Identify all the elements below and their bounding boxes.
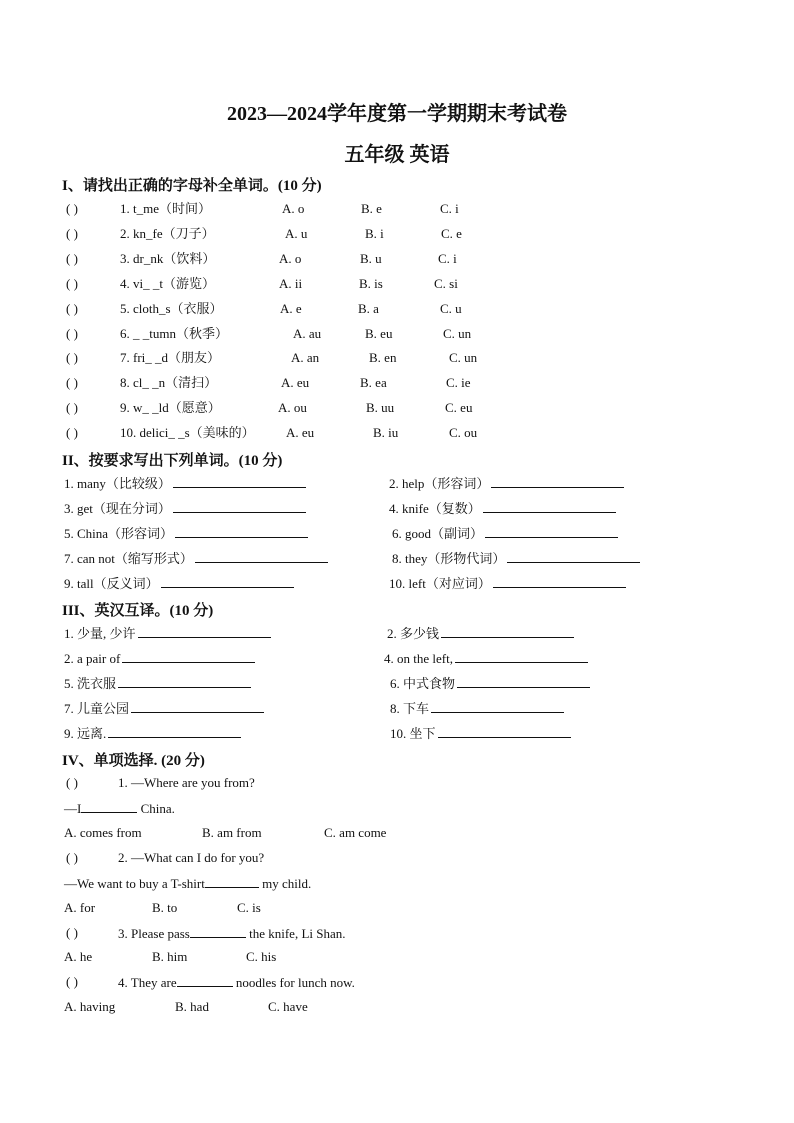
answer-blank[interactable] <box>491 475 624 488</box>
option-b: B. to <box>152 900 178 915</box>
right-item <box>392 525 618 542</box>
answer-blank[interactable] <box>507 550 640 563</box>
left-item <box>64 475 306 492</box>
answer-paren[interactable]: ( ) <box>66 400 78 415</box>
answer-paren[interactable]: ( ) <box>66 925 78 940</box>
right-item <box>390 725 571 742</box>
option-b: B. en <box>369 350 397 365</box>
option-b: B. e <box>361 201 382 216</box>
question-text: 4. vi_ _t（游览） <box>120 276 215 291</box>
answer-paren[interactable]: ( ) <box>66 276 78 291</box>
question-text: 3. Please pass the knife, Li Shan. <box>118 926 346 941</box>
left-item <box>64 650 255 667</box>
item-label: 8. they（形物代词） <box>392 551 506 566</box>
option-c: C. his <box>246 949 277 964</box>
option-c: C. un <box>449 350 478 365</box>
item-label: 10. 坐下 <box>390 726 436 741</box>
item-label: 6. 中式食物 <box>390 676 456 691</box>
option-a: A. o <box>279 251 302 266</box>
option-b: B. i <box>365 226 384 241</box>
option-a: A. e <box>280 301 302 316</box>
option-c: C. un <box>443 326 472 341</box>
answer-blank[interactable] <box>485 525 618 538</box>
answer-blank[interactable] <box>118 675 251 688</box>
answer-blank[interactable] <box>195 550 328 563</box>
blank-line[interactable] <box>190 925 246 938</box>
answer-blank[interactable] <box>455 650 588 663</box>
exam-subtitle: 五年级 英语 <box>344 144 450 166</box>
answer-paren[interactable]: ( ) <box>66 350 78 365</box>
answer-blank[interactable] <box>438 725 571 738</box>
option-b: B. iu <box>373 425 399 440</box>
item-label: 8. 下车 <box>390 701 430 716</box>
left-item <box>64 700 264 717</box>
option-c: C. am come <box>324 825 387 840</box>
section-3-heading: III、英汉互译。(10 分) <box>62 603 214 619</box>
answer-blank[interactable] <box>175 525 308 538</box>
left-item <box>64 525 308 542</box>
option-b: B. is <box>359 276 383 291</box>
item-label: 7. 儿童公园 <box>64 701 130 716</box>
item-label: 1. 少量, 少许 <box>64 626 136 641</box>
left-item <box>64 625 271 642</box>
item-label: 4. knife（复数） <box>389 501 481 516</box>
option-b: B. am from <box>202 825 262 840</box>
answer-paren[interactable]: ( ) <box>66 375 78 390</box>
answer-line: —We want to buy a T-shirt my child. <box>64 876 312 891</box>
answer-blank[interactable] <box>173 475 306 488</box>
option-b: B. u <box>360 251 382 266</box>
question-text: 1. —Where are you from? <box>118 775 255 790</box>
option-c: C. is <box>237 900 261 915</box>
left-item <box>64 575 294 592</box>
question-text: 5. cloth_s（衣服） <box>120 301 223 316</box>
answer-paren[interactable]: ( ) <box>66 201 78 216</box>
item-label: 1. many（比较级） <box>64 476 171 491</box>
answer-blank[interactable] <box>122 650 255 663</box>
option-b: B. ea <box>360 375 387 390</box>
option-c: C. ie <box>446 375 471 390</box>
item-label: 2. help（形容词） <box>389 476 490 491</box>
left-item <box>64 550 328 567</box>
question-text: 6. _ _tumn（秋季） <box>120 326 228 341</box>
answer-blank[interactable] <box>108 725 241 738</box>
option-c: C. eu <box>445 400 473 415</box>
right-item <box>390 675 590 692</box>
option-a: A. o <box>282 201 305 216</box>
left-item <box>64 725 241 742</box>
question-text: 3. dr_nk（饮料） <box>120 251 216 266</box>
question-text: 4. They are noodles for lunch now. <box>118 975 355 990</box>
option-a: A. he <box>64 949 93 964</box>
item-label: 5. China（形容词） <box>64 526 174 541</box>
answer-blank[interactable] <box>457 675 590 688</box>
option-a: A. for <box>64 900 96 915</box>
right-item <box>384 650 588 667</box>
answer-paren[interactable]: ( ) <box>66 301 78 316</box>
exam-title: 2023—2024学年度第一学期期末考试卷 <box>227 103 567 125</box>
answer-paren[interactable]: ( ) <box>66 326 78 341</box>
answer-paren[interactable]: ( ) <box>66 974 78 989</box>
answer-blank[interactable] <box>138 625 271 638</box>
answer-line: —I China. <box>64 801 175 816</box>
answer-blank[interactable] <box>483 500 616 513</box>
answer-blank[interactable] <box>441 625 574 638</box>
blank-line[interactable] <box>205 875 259 888</box>
blank-line[interactable] <box>81 800 137 813</box>
section-4-heading: IV、单项选择. (20 分) <box>62 753 205 769</box>
option-a: A. au <box>293 326 322 341</box>
option-a: A. comes from <box>64 825 142 840</box>
option-b: B. had <box>175 999 209 1014</box>
option-c: C. have <box>268 999 308 1014</box>
right-item <box>390 700 564 717</box>
option-a: A. ou <box>278 400 307 415</box>
option-a: A. u <box>285 226 308 241</box>
answer-paren[interactable]: ( ) <box>66 850 78 865</box>
answer-paren[interactable]: ( ) <box>66 425 78 440</box>
answer-paren[interactable]: ( ) <box>66 226 78 241</box>
question-text: 9. w_ _ld（愿意） <box>120 400 221 415</box>
blank-line[interactable] <box>177 974 233 987</box>
question-text: 10. delici_ _s（美味的） <box>120 425 255 440</box>
option-a: A. eu <box>286 425 315 440</box>
section-1-heading: I、请找出正确的字母补全单词。(10 分) <box>62 178 322 194</box>
right-item <box>389 575 626 592</box>
option-c: C. i <box>440 201 459 216</box>
question-text: 2. kn_fe（刀子） <box>120 226 215 241</box>
answer-blank[interactable] <box>493 575 626 588</box>
item-label: 5. 洗衣服 <box>64 676 117 691</box>
item-label: 10. left（对应词） <box>389 576 491 591</box>
option-a: A. ii <box>279 276 303 291</box>
answer-blank[interactable] <box>131 700 264 713</box>
right-item <box>389 500 616 517</box>
left-item <box>64 500 306 517</box>
option-c: C. i <box>438 251 457 266</box>
section-2-heading: II、按要求写出下列单词。(10 分) <box>62 453 283 469</box>
option-c: C. e <box>441 226 462 241</box>
right-item <box>392 550 640 567</box>
option-a: A. having <box>64 999 116 1014</box>
question-text: 8. cl_ _n（清扫） <box>120 375 218 390</box>
answer-paren[interactable]: ( ) <box>66 775 78 790</box>
item-label: 7. can not（缩写形式） <box>64 551 193 566</box>
option-c: C. si <box>434 276 458 291</box>
right-item <box>387 625 574 642</box>
option-b: B. him <box>152 949 188 964</box>
answer-paren[interactable]: ( ) <box>66 251 78 266</box>
question-text: 2. —What can I do for you? <box>118 850 265 865</box>
answer-blank[interactable] <box>161 575 294 588</box>
answer-blank[interactable] <box>173 500 306 513</box>
option-c: C. u <box>440 301 462 316</box>
item-label: 2. 多少钱 <box>387 626 440 641</box>
item-label: 6. good（副词） <box>392 526 484 541</box>
option-b: B. uu <box>366 400 395 415</box>
option-b: B. a <box>358 301 379 316</box>
option-a: A. eu <box>281 375 310 390</box>
answer-blank[interactable] <box>431 700 564 713</box>
right-item <box>389 475 624 492</box>
item-label: 9. tall（反义词） <box>64 576 159 591</box>
question-text: 1. t_me（时间） <box>120 201 211 216</box>
item-label: 3. get（现在分词） <box>64 501 171 516</box>
item-label: 9. 远离. <box>64 726 107 741</box>
option-c: C. ou <box>449 425 478 440</box>
item-label: 2. a pair of <box>64 651 121 666</box>
option-a: A. an <box>291 350 320 365</box>
item-label: 4. on the left, <box>384 651 453 666</box>
question-text: 7. fri_ _d（朋友） <box>120 350 221 365</box>
option-b: B. eu <box>365 326 393 341</box>
left-item <box>64 675 251 692</box>
